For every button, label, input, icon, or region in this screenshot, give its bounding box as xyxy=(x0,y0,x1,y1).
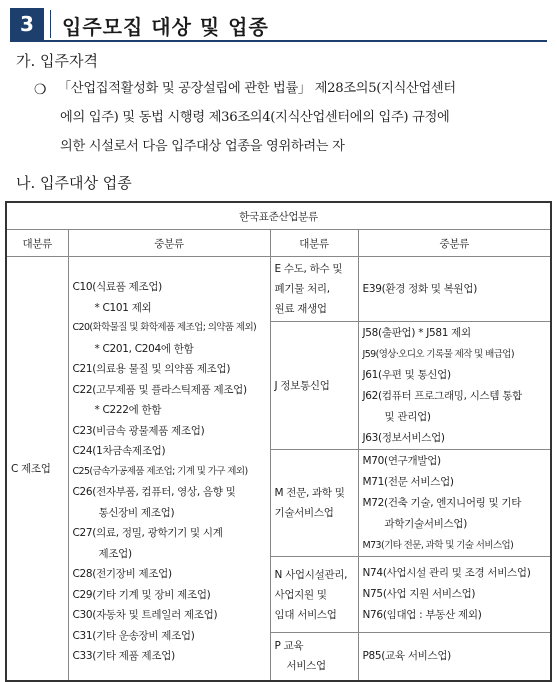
list-item: J59(영상·오디오 기록물 제작 및 배급업) xyxy=(362,348,514,360)
list-item: C28(전기장비 제조업) xyxy=(72,568,172,580)
list-item: J61(우편 및 통신업) xyxy=(362,368,451,381)
subcategory-cell-m xyxy=(358,450,551,557)
list-item: N75(사업 지원 서비스업) xyxy=(362,588,476,600)
list-item: C29(기타 기계 및 장비 제조업) xyxy=(72,588,211,601)
list-item: N76(임대업 : 부동산 제외) xyxy=(362,609,482,621)
category-cell-manufacturing: C 제조업 xyxy=(6,257,68,681)
list-item: C26(전자부품, 컴퓨터, 영상, 음향 및 xyxy=(72,486,236,498)
category-line: 사업지원 및 xyxy=(274,588,327,601)
subcategory-cell-e xyxy=(358,257,551,322)
list-item: C24(1차금속제조업) xyxy=(72,445,166,457)
list-item: * C201, C204에 한함 xyxy=(94,342,194,355)
eligibility-paragraph xyxy=(60,74,546,161)
title-divider xyxy=(50,10,51,38)
list-item: 통신장비 제조업) xyxy=(98,506,175,519)
subcategory-cell-n xyxy=(358,557,551,633)
list-item: C22(고무제품 및 플라스틱제품 제조업) xyxy=(72,383,247,396)
paragraph-line: 에의 입주) 및 동법 시행령 제36조의4(지식산업센터에의 입주) 규정에 xyxy=(60,110,450,125)
list-item: * C101 제외 xyxy=(94,301,152,314)
paragraph-line: 의한 시설로서 다음 입주대상 업종을 영위하려는 자 xyxy=(60,139,345,154)
column-header: 대분류 xyxy=(270,230,358,257)
subcategory-cell-j xyxy=(358,322,551,450)
paragraph-line: 「산업집적활성화 및 공장설립에 관한 법률」 제28조의5(지식산업센터 xyxy=(58,81,456,96)
list-item: C21(의료용 물질 및 의약품 제조업) xyxy=(72,363,231,375)
category-line: 서비스업 xyxy=(286,660,326,673)
category-line: 기술서비스업 xyxy=(274,507,334,519)
category-cell-n xyxy=(270,557,358,633)
column-header: 대분류 xyxy=(6,230,68,257)
category-cell-p xyxy=(270,633,358,681)
section-number: 3 xyxy=(10,8,44,40)
category-cell-m xyxy=(270,450,358,557)
list-item: 및 관리업) xyxy=(384,410,431,423)
list-item: C33(기타 제품 제조업) xyxy=(72,650,175,662)
list-item: C25(금속가공제품 제조업; 기계 및 가구 제외) xyxy=(72,465,248,477)
list-item: E39(환경 정화 및 복원업) xyxy=(362,282,478,295)
list-item: M71(전문 서비스업) xyxy=(362,475,454,488)
list-item: 과학기술서비스업) xyxy=(384,517,468,530)
column-header: 중분류 xyxy=(358,230,551,257)
subsection-heading-industries: 나. 입주대상 업종 xyxy=(16,174,132,192)
category-cell-j xyxy=(270,322,358,450)
page-title: 입주모집 대상 및 업종 xyxy=(62,15,269,39)
subcategory-cell-p xyxy=(358,633,551,681)
category-line: 폐기물 처리, xyxy=(274,283,330,295)
industry-table-wrapper xyxy=(5,201,552,682)
list-item: J58(출판업) * J581 제외 xyxy=(362,326,471,339)
subsection-heading-eligibility: 가. 입주자격 xyxy=(16,52,98,70)
list-item: C31(기타 운송장비 제조업) xyxy=(72,629,195,642)
list-item: M70(연구개발업) xyxy=(362,454,441,467)
list-item: N74(사업시설 관리 및 조경 서비스업) xyxy=(362,567,531,579)
category-line: P 교육 xyxy=(274,640,304,653)
list-item: C27(의료, 정밀, 광학기기 및 시계 xyxy=(72,527,223,539)
list-item: J63(정보서비스업) xyxy=(362,431,445,444)
bullet-icon: ❍ xyxy=(34,82,47,98)
list-item: 제조업) xyxy=(98,547,132,560)
list-item: C20(화학물질 및 화학제품 제조업; 의약품 제외) xyxy=(72,322,257,333)
industry-table xyxy=(5,201,552,682)
list-item: C23(비금속 광물제품 제조업) xyxy=(72,424,205,437)
list-item: C30(자동차 및 트레일러 제조업) xyxy=(72,609,218,621)
category-line: J 정보통신업 xyxy=(274,379,330,392)
category-line: N 사업시설관리, xyxy=(274,568,348,581)
category-line: 임대 서비스업 xyxy=(274,608,337,621)
list-item: M72(건축 기술, 엔지니어링 및 기타 xyxy=(362,496,522,509)
category-line: M 전문, 과학 및 xyxy=(274,487,345,499)
list-item: C10(식료품 제조업) xyxy=(72,281,162,293)
list-item: J62(컴퓨터 프로그래밍, 시스템 통합 xyxy=(362,389,522,402)
category-line: 원료 재생업 xyxy=(274,303,327,315)
manufacturing-subcategories xyxy=(68,257,270,681)
list-item: M73(기타 전문, 과학 및 기술 서비스업) xyxy=(362,539,514,551)
category-line: E 수도, 하수 및 xyxy=(274,263,343,275)
list-item: * C222에 한함 xyxy=(94,404,162,416)
section-title-bar xyxy=(10,8,547,42)
list-item: P85(교육 서비스업) xyxy=(362,649,451,662)
table-caption: 한국표준산업분류 xyxy=(6,202,551,230)
column-header: 중분류 xyxy=(68,230,270,257)
category-cell-e xyxy=(270,257,358,322)
